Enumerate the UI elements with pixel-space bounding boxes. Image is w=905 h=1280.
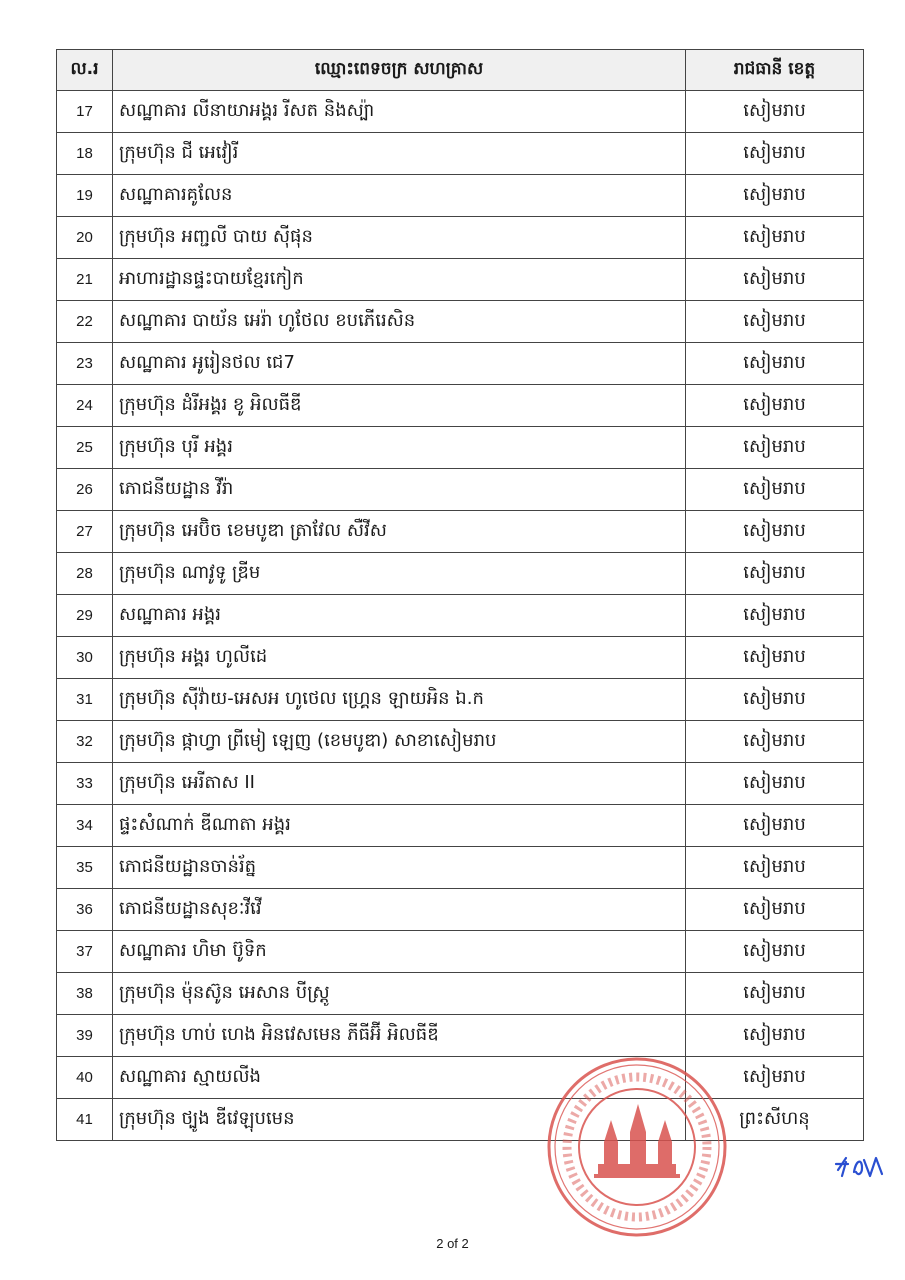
province-name: សៀមរាប xyxy=(686,889,864,931)
company-name: ក្រុមហ៊ុន ស៊ីវ៉ាយ-អេសអ ហូថេល ហ្រ្គេន ឡាយអិន ឯ.ក xyxy=(113,679,686,721)
province-name: សៀមរាប xyxy=(686,931,864,973)
table-row xyxy=(57,553,864,595)
province-name: សៀមរាប xyxy=(686,847,864,889)
table-row xyxy=(57,763,864,805)
province-name: សៀមរាប xyxy=(686,763,864,805)
province-name: សៀមរាប xyxy=(686,1015,864,1057)
table-row xyxy=(57,595,864,637)
table-row xyxy=(57,637,864,679)
company-name: ក្រុមហ៊ុន ម៉ុនស៊ូន អេសាន បីស្ត្រូ xyxy=(113,973,686,1015)
row-number: 28 xyxy=(57,553,113,595)
row-number: 30 xyxy=(57,637,113,679)
table-row xyxy=(57,217,864,259)
province-name: សៀមរាប xyxy=(686,679,864,721)
company-name: ក្រុមហ៊ុន ផ្កាហ្វា ព្រីមៀ ឡេញ (ខេមបូឌា) សាខាសៀមរាប xyxy=(113,721,686,763)
company-name: ក្រុមហ៊ុន អេប៊ិច ខេមបូឌា ត្រាវែល សឺវីស xyxy=(113,511,686,553)
company-name: ផ្ទះសំណាក់ ឌីណាតា អង្គរ xyxy=(113,805,686,847)
province-name: សៀមរាប xyxy=(686,511,864,553)
province-name: សៀមរាប xyxy=(686,595,864,637)
handwritten-initials-icon xyxy=(834,1150,890,1182)
table-row xyxy=(57,931,864,973)
table-row xyxy=(57,301,864,343)
row-number: 32 xyxy=(57,721,113,763)
row-number: 38 xyxy=(57,973,113,1015)
company-name: អាហារដ្ឋានផ្ទះបាយខ្មែរកៀក xyxy=(113,259,686,301)
row-number: 36 xyxy=(57,889,113,931)
company-name: ភោជនីយដ្ឋានចាន់រ័ត្ន xyxy=(113,847,686,889)
table-row xyxy=(57,679,864,721)
company-name: ក្រុមហ៊ុន ជី អេវៀរី xyxy=(113,133,686,175)
company-name: ក្រុមហ៊ុន ហាប់ ហេង អិនវេសមេន ភីធីអ៊ី អិលធីឌី xyxy=(113,1015,686,1057)
company-name: សណ្ឋាគារគូលែន xyxy=(113,175,686,217)
table-row xyxy=(57,91,864,133)
row-number: 34 xyxy=(57,805,113,847)
table-row xyxy=(57,1015,864,1057)
company-list-table xyxy=(56,49,864,1141)
company-name: សណ្ឋាគារ អង្គរ xyxy=(113,595,686,637)
company-name: សណ្ឋាគារ ស្មាយលីង xyxy=(113,1057,686,1099)
company-name: ក្រុមហ៊ុន អេរីតាស II xyxy=(113,763,686,805)
row-number: 35 xyxy=(57,847,113,889)
row-number: 41 xyxy=(57,1099,113,1141)
company-name: ក្រុមហ៊ុន ថ្បូង ឌីវេឡុបមេន xyxy=(113,1099,686,1141)
row-number: 26 xyxy=(57,469,113,511)
row-number: 22 xyxy=(57,301,113,343)
company-name: ក្រុមហ៊ុន បុរី អង្គរ xyxy=(113,427,686,469)
company-name: សណ្ឋាគារ ហិមា ប៊ូទិក xyxy=(113,931,686,973)
row-number: 25 xyxy=(57,427,113,469)
row-number: 19 xyxy=(57,175,113,217)
province-name: សៀមរាប xyxy=(686,385,864,427)
table-row xyxy=(57,889,864,931)
province-name: សៀមរាប xyxy=(686,259,864,301)
row-number: 31 xyxy=(57,679,113,721)
table-row xyxy=(57,847,864,889)
company-name: ក្រុមហ៊ុន អញ្ជលី បាយ ស៊ីផុន xyxy=(113,217,686,259)
table-header-row xyxy=(57,50,864,91)
company-name: សណ្ឋាគារ អូរៀនថល ជេ7 xyxy=(113,343,686,385)
company-name: ភោជនីយដ្ឋាន វីរ៉ា xyxy=(113,469,686,511)
company-name: ក្រុមហ៊ុន ណាវូទូ ឌ្រីម xyxy=(113,553,686,595)
company-name: សណ្ឋាគារ លីនាយាអង្គរ រីសត និងស្ប៉ា xyxy=(113,91,686,133)
province-name: សៀមរាប xyxy=(686,217,864,259)
table-body xyxy=(57,91,864,1141)
table-row xyxy=(57,973,864,1015)
province-name: សៀមរាប xyxy=(686,133,864,175)
row-number: 21 xyxy=(57,259,113,301)
table-row xyxy=(57,721,864,763)
company-name: ក្រុមហ៊ុន អង្គរ ហូលីដេ xyxy=(113,637,686,679)
row-number: 39 xyxy=(57,1015,113,1057)
table-row xyxy=(57,469,864,511)
row-number: 24 xyxy=(57,385,113,427)
header-company-name: ឈ្មោះពេទចក្រ សហគ្រាស xyxy=(113,50,686,91)
company-name: ក្រុមហ៊ុន ដំរីអង្គរ ខូ អិលធីឌី xyxy=(113,385,686,427)
province-name: សៀមរាប xyxy=(686,721,864,763)
table-row xyxy=(57,427,864,469)
table-row xyxy=(57,133,864,175)
province-name: សៀមរាប xyxy=(686,343,864,385)
table-row xyxy=(57,1099,864,1141)
table-row xyxy=(57,343,864,385)
row-number: 40 xyxy=(57,1057,113,1099)
province-name: សៀមរាប xyxy=(686,469,864,511)
row-number: 18 xyxy=(57,133,113,175)
company-name: ភោជនីយដ្ឋានសុខៈវីវើ xyxy=(113,889,686,931)
table-row xyxy=(57,511,864,553)
row-number: 33 xyxy=(57,763,113,805)
province-name: សៀមរាប xyxy=(686,175,864,217)
table-row xyxy=(57,805,864,847)
row-number: 37 xyxy=(57,931,113,973)
province-name: សៀមរាប xyxy=(686,553,864,595)
row-number: 27 xyxy=(57,511,113,553)
row-number: 29 xyxy=(57,595,113,637)
table-row xyxy=(57,175,864,217)
table-row xyxy=(57,385,864,427)
official-seal-icon xyxy=(542,1052,732,1242)
province-name: សៀមរាប xyxy=(686,805,864,847)
province-name: សៀមរាប xyxy=(686,1057,864,1099)
page-number: 2 of 2 xyxy=(436,1236,469,1251)
table-row xyxy=(57,259,864,301)
table-row xyxy=(57,1057,864,1099)
row-number: 17 xyxy=(57,91,113,133)
header-province: រាជធានី ខេត្ត xyxy=(686,50,864,91)
header-number: ល.រ xyxy=(57,50,113,91)
province-name: សៀមរាប xyxy=(686,427,864,469)
province-name: សៀមរាប xyxy=(686,301,864,343)
row-number: 20 xyxy=(57,217,113,259)
province-name: សៀមរាប xyxy=(686,973,864,1015)
company-name: សណ្ឋាគារ បាយ័ន អេរ៉ា ហូថែល ខបភើរេសិន xyxy=(113,301,686,343)
province-name: សៀមរាប xyxy=(686,91,864,133)
row-number: 23 xyxy=(57,343,113,385)
province-name: ព្រះសីហនុ xyxy=(686,1099,864,1141)
province-name: សៀមរាប xyxy=(686,637,864,679)
